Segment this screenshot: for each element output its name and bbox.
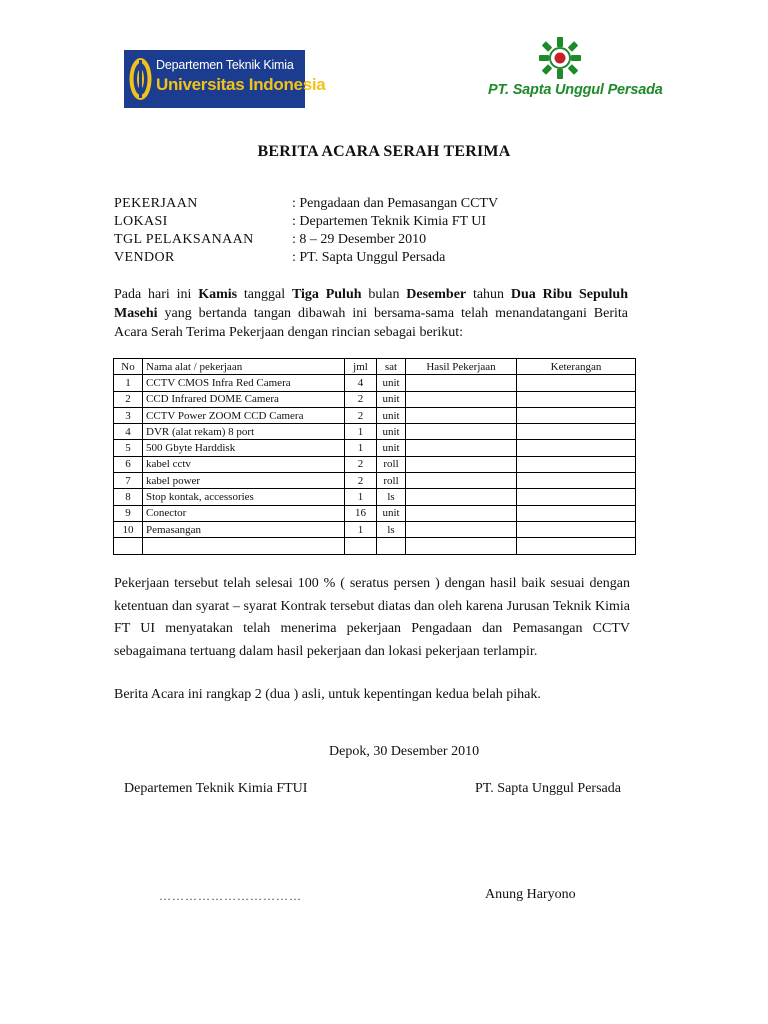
cell-nama: 500 Gbyte Harddisk bbox=[143, 440, 345, 456]
intro-text: tanggal bbox=[237, 287, 292, 302]
cell-hasil bbox=[406, 391, 517, 407]
cell-sat: roll bbox=[377, 456, 406, 472]
cell-sat: unit bbox=[377, 391, 406, 407]
cell-hasil bbox=[406, 538, 517, 554]
cell-nama: Conector bbox=[143, 505, 345, 521]
intro-month: Desember bbox=[406, 287, 467, 302]
table-row bbox=[114, 424, 636, 440]
table-header-row bbox=[114, 359, 636, 375]
table-row bbox=[114, 538, 636, 554]
cell-no bbox=[114, 538, 143, 554]
cell-jml: 4 bbox=[345, 375, 377, 391]
cell-sat: unit bbox=[377, 375, 406, 391]
cell-jml: 1 bbox=[345, 489, 377, 505]
cell-keterangan bbox=[517, 424, 636, 440]
header-jml: jml bbox=[345, 359, 377, 375]
cell-hasil bbox=[406, 456, 517, 472]
info-label: PEKERJAAN bbox=[114, 196, 198, 211]
header-keterangan: Keterangan bbox=[517, 359, 636, 375]
cell-sat: unit bbox=[377, 505, 406, 521]
info-value: : Departemen Teknik Kimia FT UI bbox=[292, 214, 487, 229]
intro-text: yang bertanda tangan dibawah ini bersama-sama telah menandatangani Berita Acara Serah Terima Pekerjaan dengan rincian sebagai berikut: bbox=[114, 306, 628, 340]
header-nama: Nama alat / pekerjaan bbox=[143, 359, 345, 375]
cell-hasil bbox=[406, 407, 517, 423]
info-value: : 8 – 29 Desember 2010 bbox=[292, 232, 427, 247]
intro-text: Pada hari ini bbox=[114, 287, 199, 302]
table-row bbox=[114, 521, 636, 537]
pt-logo-mark-icon bbox=[538, 36, 582, 80]
cell-sat bbox=[377, 538, 406, 554]
cell-jml bbox=[345, 538, 377, 554]
info-value: : Pengadaan dan Pemasangan CCTV bbox=[292, 196, 499, 211]
intro-text: bulan bbox=[361, 287, 407, 302]
ui-logo-university-text: Universitas Indonesia bbox=[156, 75, 326, 94]
signature-left-org: Departemen Teknik Kimia FTUI bbox=[124, 781, 308, 796]
items-table-body bbox=[114, 375, 636, 554]
cell-nama: Pemasangan bbox=[143, 521, 345, 537]
cell-no: 9 bbox=[114, 505, 143, 521]
info-label: LOKASI bbox=[114, 214, 168, 229]
document-title: BERITA ACARA SERAH TERIMA bbox=[257, 143, 511, 160]
signature-left-name-line: …………………………… bbox=[159, 889, 302, 903]
cell-jml: 2 bbox=[345, 473, 377, 489]
info-label: VENDOR bbox=[114, 250, 175, 265]
cell-no: 1 bbox=[114, 375, 143, 391]
table-row bbox=[114, 456, 636, 472]
cell-keterangan bbox=[517, 375, 636, 391]
ui-logo bbox=[124, 50, 326, 108]
cell-keterangan bbox=[517, 456, 636, 472]
cell-sat: roll bbox=[377, 473, 406, 489]
cell-keterangan bbox=[517, 440, 636, 456]
cell-sat: unit bbox=[377, 424, 406, 440]
table-row bbox=[114, 505, 636, 521]
copy-note: Berita Acara ini rangkap 2 (dua ) asli, untuk kepentingan kedua belah pihak. bbox=[114, 687, 541, 702]
cell-hasil bbox=[406, 489, 517, 505]
cell-hasil bbox=[406, 440, 517, 456]
cell-jml: 16 bbox=[345, 505, 377, 521]
cell-nama: CCTV CMOS Infra Red Camera bbox=[143, 375, 345, 391]
pt-logo-text: PT. Sapta Unggul Persada bbox=[488, 82, 663, 98]
cell-no: 8 bbox=[114, 489, 143, 505]
cell-no: 2 bbox=[114, 391, 143, 407]
cell-keterangan bbox=[517, 473, 636, 489]
intro-year: Dua Ribu Sepuluh Masehi bbox=[114, 287, 629, 321]
cell-hasil bbox=[406, 473, 517, 489]
cell-keterangan bbox=[517, 407, 636, 423]
cell-sat: unit bbox=[377, 440, 406, 456]
header-hasil: Hasil Pekerjaan bbox=[406, 359, 517, 375]
cell-nama: kabel cctv bbox=[143, 456, 345, 472]
cell-no: 5 bbox=[114, 440, 143, 456]
table-row bbox=[114, 473, 636, 489]
table-row bbox=[114, 375, 636, 391]
cell-jml: 1 bbox=[345, 424, 377, 440]
cell-keterangan bbox=[517, 505, 636, 521]
intro-paragraph bbox=[114, 285, 628, 342]
table-row bbox=[114, 489, 636, 505]
completion-paragraph: Pekerjaan tersebut telah selesai 100 % ( seratus persen ) dengan hasil baik sesuai dengan ketentuan dan syarat – syarat Kontrak tersebut diatas dan oleh karena Jurusan Teknik Kimia FT UI menyatakan telah menerima pekerjaan Pengadaan dan Pemasangan CCTV sebagaimana tertuang dalam hasil pekerjaan dan lokasi pekerjaan terlampir. bbox=[114, 576, 630, 659]
cell-nama: DVR (alat rekam) 8 port bbox=[143, 424, 345, 440]
intro-date: Tiga Puluh bbox=[291, 287, 362, 302]
cell-sat: ls bbox=[377, 489, 406, 505]
cell-nama: CCTV Power ZOOM CCD Camera bbox=[143, 407, 345, 423]
cell-nama: CCD Infrared DOME Camera bbox=[143, 391, 345, 407]
items-table bbox=[113, 358, 636, 555]
cell-keterangan bbox=[517, 521, 636, 537]
cell-sat: unit bbox=[377, 407, 406, 423]
cell-jml: 1 bbox=[345, 440, 377, 456]
cell-hasil bbox=[406, 375, 517, 391]
header-no: No bbox=[114, 359, 143, 375]
cell-no: 7 bbox=[114, 473, 143, 489]
cell-hasil bbox=[406, 424, 517, 440]
cell-keterangan bbox=[517, 391, 636, 407]
cell-nama: kabel power bbox=[143, 473, 345, 489]
place-date: Depok, 30 Desember 2010 bbox=[329, 744, 480, 759]
cell-no: 6 bbox=[114, 456, 143, 472]
cell-jml: 2 bbox=[345, 456, 377, 472]
cell-no: 10 bbox=[114, 521, 143, 537]
makara-seal-icon bbox=[128, 56, 153, 102]
intro-text: tahun bbox=[466, 287, 511, 302]
cell-jml: 2 bbox=[345, 391, 377, 407]
cell-hasil bbox=[406, 505, 517, 521]
info-label: TGL PELAKSANAAN bbox=[114, 232, 254, 247]
table-row bbox=[114, 391, 636, 407]
table-row bbox=[114, 440, 636, 456]
cell-hasil bbox=[406, 521, 517, 537]
cell-no: 3 bbox=[114, 407, 143, 423]
info-value: : PT. Sapta Unggul Persada bbox=[292, 250, 446, 265]
cell-nama: Stop kontak, accessories bbox=[143, 489, 345, 505]
signature-right-org: PT. Sapta Unggul Persada bbox=[475, 781, 621, 796]
cell-no: 4 bbox=[114, 424, 143, 440]
ui-logo-dept-text: Departemen Teknik Kimia bbox=[156, 58, 294, 72]
cell-jml: 1 bbox=[345, 521, 377, 537]
cell-keterangan bbox=[517, 538, 636, 554]
cell-keterangan bbox=[517, 489, 636, 505]
table-row bbox=[114, 407, 636, 423]
intro-day: Kamis bbox=[198, 287, 238, 302]
header-sat: sat bbox=[377, 359, 406, 375]
cell-jml: 2 bbox=[345, 407, 377, 423]
signature-right-name: Anung Haryono bbox=[485, 887, 576, 902]
cell-nama bbox=[143, 538, 345, 554]
cell-sat: ls bbox=[377, 521, 406, 537]
